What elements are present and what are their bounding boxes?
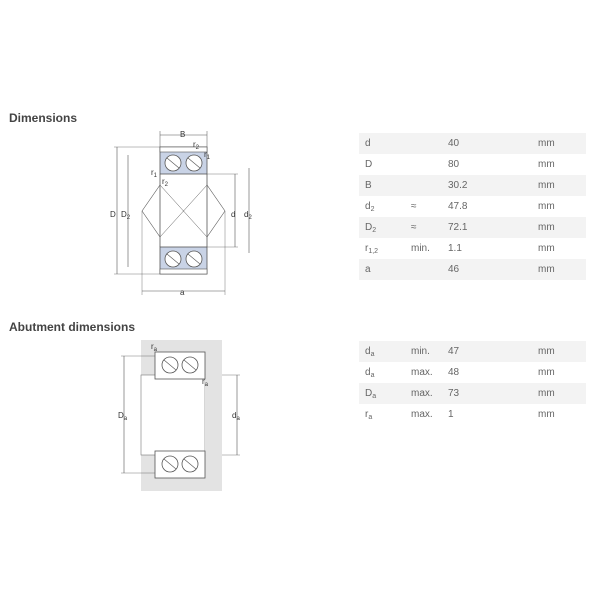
qualifier-cell-text: max. (411, 388, 433, 399)
symbol-subscript: 2 (370, 206, 375, 213)
value-cell (442, 238, 532, 259)
unit-cell-text: mm (538, 138, 555, 149)
symbol-cell-text: d (365, 346, 371, 357)
dimension-row (359, 238, 586, 259)
label-a: a (180, 288, 185, 297)
value-cell (442, 341, 532, 362)
dimension-row (359, 196, 586, 217)
symbol-cell-text: a (365, 264, 371, 275)
abutment-row (359, 362, 586, 383)
symbol-cell (359, 362, 405, 383)
symbol-cell (359, 196, 405, 217)
symbol-subscript: a (372, 393, 377, 400)
qualifier-cell (405, 217, 442, 238)
abutment-row (359, 341, 586, 362)
unit-cell (532, 404, 586, 425)
unit-cell (532, 362, 586, 383)
symbol-cell-text: r (365, 409, 369, 420)
label-D2: $D_2$ (121, 210, 131, 221)
abutment-row (359, 404, 586, 425)
qualifier-cell (405, 154, 442, 175)
label-D: D (110, 210, 116, 219)
value-cell (442, 217, 532, 238)
symbol-cell (359, 238, 405, 259)
unit-cell-text: mm (538, 201, 555, 212)
value-cell-text: 1 (448, 409, 454, 420)
value-cell-text: 47 (448, 346, 460, 357)
value-cell-text: 46 (448, 264, 460, 275)
symbol-subscript: 2 (372, 227, 377, 234)
unit-cell-text: mm (538, 346, 555, 357)
value-cell (442, 383, 532, 404)
unit-cell (532, 238, 586, 259)
dimension-row (359, 175, 586, 196)
symbol-cell (359, 383, 405, 404)
dimension-row (359, 259, 586, 280)
symbol-cell (359, 341, 405, 362)
value-cell-text: 40 (448, 138, 460, 149)
value-cell-text: 73 (448, 388, 460, 399)
label-Da: $D_a$ (118, 411, 128, 422)
qualifier-cell (405, 133, 442, 154)
value-cell-text: 48 (448, 367, 460, 378)
qualifier-cell (405, 175, 442, 196)
unit-cell-text: mm (538, 388, 555, 399)
unit-cell-text: mm (538, 264, 555, 275)
label-ra-right: $r_a$ (202, 377, 209, 388)
symbol-cell (359, 154, 405, 175)
value-cell-text: 80 (448, 159, 460, 170)
unit-cell-text: mm (538, 180, 555, 191)
unit-cell (532, 133, 586, 154)
unit-cell (532, 217, 586, 238)
symbol-cell-text: r (365, 243, 369, 254)
label-da: $d_a$ (232, 411, 240, 422)
qualifier-cell-text: min. (411, 346, 430, 357)
symbol-cell-text: d (365, 201, 371, 212)
unit-cell (532, 259, 586, 280)
qualifier-cell-text: ≈ (411, 222, 417, 233)
unit-cell (532, 341, 586, 362)
unit-cell (532, 196, 586, 217)
label-r1-left: $r_1$ (151, 168, 158, 179)
symbol-subscript: a (368, 414, 373, 421)
label-r2-top: $r_2$ (193, 140, 200, 151)
symbol-cell-text: B (365, 180, 372, 191)
symbol-cell-text: d (365, 138, 371, 149)
symbol-cell-text: D (365, 159, 373, 170)
symbol-cell-text: D (365, 388, 373, 399)
qualifier-cell (405, 341, 442, 362)
symbol-cell-text: D (365, 222, 373, 233)
qualifier-cell-text: max. (411, 367, 433, 378)
value-cell (442, 362, 532, 383)
value-cell (442, 133, 532, 154)
label-ra-top: $r_a$ (151, 342, 158, 353)
symbol-cell (359, 133, 405, 154)
qualifier-cell (405, 196, 442, 217)
label-d2: $d_2$ (244, 210, 252, 221)
dimensions-table (359, 133, 586, 280)
dimension-row (359, 217, 586, 238)
qualifier-cell (405, 238, 442, 259)
unit-cell-text: mm (538, 243, 555, 254)
symbol-cell (359, 217, 405, 238)
qualifier-cell (405, 259, 442, 280)
label-B: B (180, 130, 186, 139)
symbol-subscript: a (370, 372, 375, 379)
value-cell (442, 404, 532, 425)
qualifier-cell-text: ≈ (411, 201, 417, 212)
symbol-subscript: a (370, 351, 375, 358)
abutment-heading: Abutment dimensions (9, 320, 136, 334)
abutment-drawing (110, 338, 250, 493)
unit-cell-text: mm (538, 222, 555, 233)
symbol-cell (359, 259, 405, 280)
unit-cell (532, 175, 586, 196)
label-d: d (231, 210, 236, 219)
dimension-row (359, 154, 586, 175)
value-cell-text: 1.1 (448, 243, 462, 254)
symbol-cell-text: d (365, 367, 371, 378)
dimensions-heading: Dimensions (9, 111, 78, 125)
dimension-row (359, 133, 586, 154)
qualifier-cell-text: max. (411, 409, 433, 420)
unit-cell (532, 154, 586, 175)
qualifier-cell (405, 404, 442, 425)
unit-cell-text: mm (538, 159, 555, 170)
value-cell-text: 72.1 (448, 222, 468, 233)
value-cell (442, 259, 532, 280)
unit-cell (532, 383, 586, 404)
abutment-row (359, 383, 586, 404)
qualifier-cell (405, 383, 442, 404)
abutment-table (359, 341, 586, 425)
label-r2-left: $r_2$ (162, 177, 169, 188)
unit-cell-text: mm (538, 367, 555, 378)
symbol-subscript: 1,2 (368, 248, 379, 255)
value-cell-text: 30.2 (448, 180, 468, 191)
symbol-cell (359, 404, 405, 425)
unit-cell-text: mm (538, 409, 555, 420)
value-cell-text: 47.8 (448, 201, 468, 212)
value-cell (442, 196, 532, 217)
symbol-cell (359, 175, 405, 196)
qualifier-cell (405, 362, 442, 383)
value-cell (442, 175, 532, 196)
bearing-dimension-drawing (100, 125, 270, 300)
label-r1-top: $r_1$ (204, 150, 211, 161)
qualifier-cell-text: min. (411, 243, 430, 254)
value-cell (442, 154, 532, 175)
